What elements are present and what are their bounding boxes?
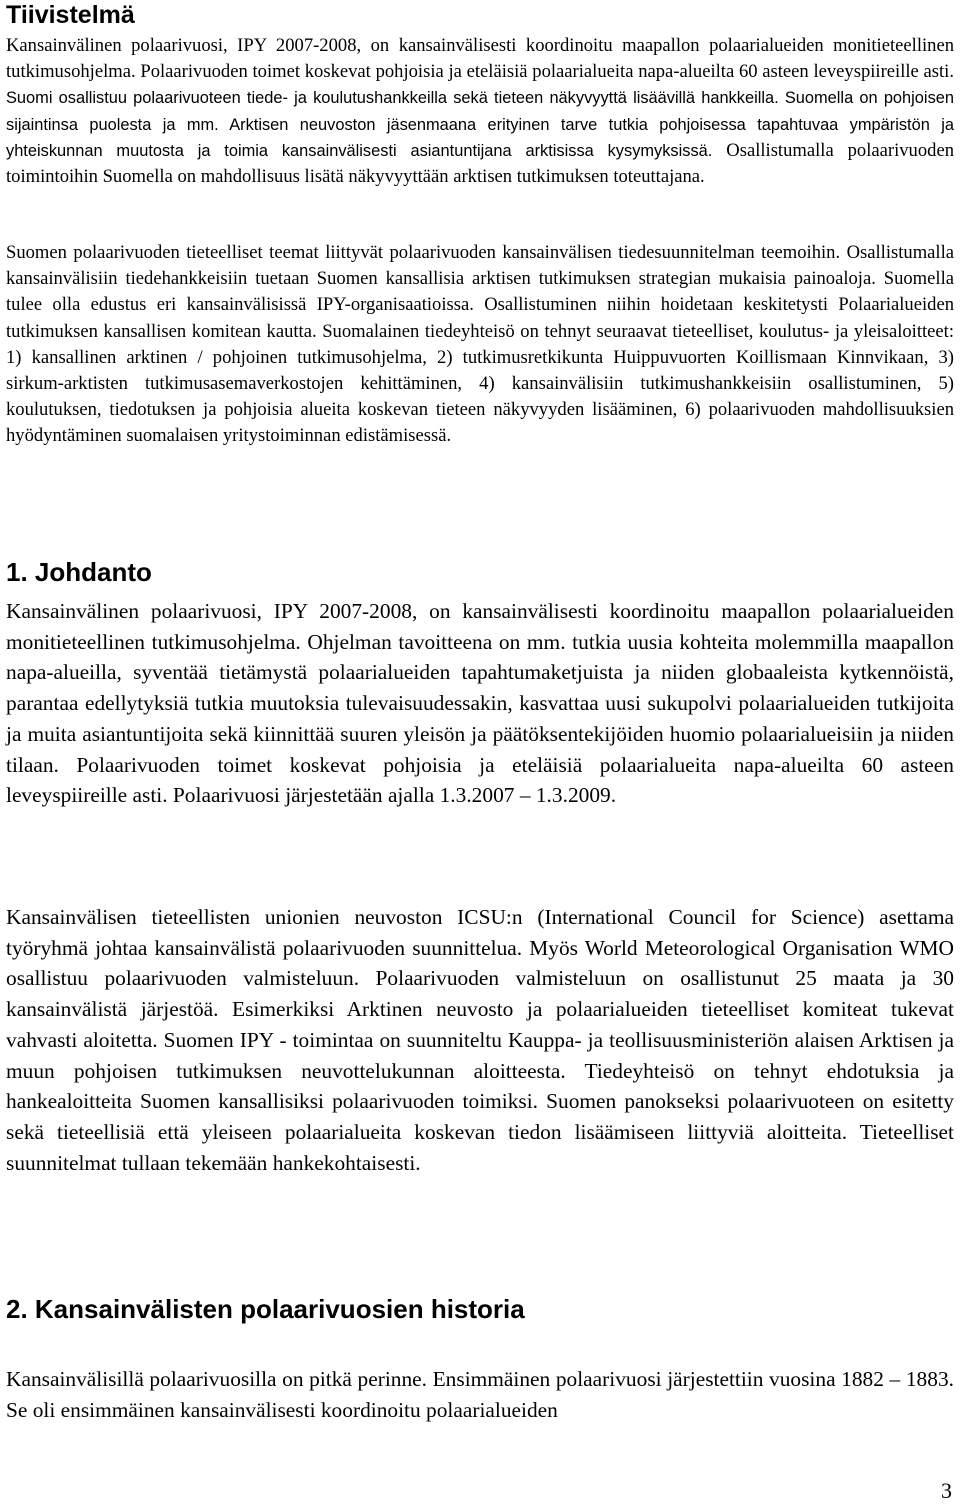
section-1-heading: 1. Johdanto — [6, 557, 152, 587]
page-number: 3 — [941, 1478, 952, 1503]
abstract-p1-serif: Kansainvälinen polaarivuosi, IPY 2007-2008, on kansainvälisesti koordinoitu maapallon polaarialueiden monitieteellinen tutkimusohjelma. Polaarivuoden toimet koskevat pohjoisia ja eteläisiä polaarialueita napa-alueilta 60 asteen leveyspiireille asti. — [6, 35, 954, 83]
abstract-p1-sans: Suomi osallistuu polaarivuoteen tiede- ja koulutushankkeilla sekä tieteen näkyvyyttä lisäävillä hankkeilla. Suomella on pohjoisen sijaintinsa puolesta ja mm. Arktisen neuvoston jäsenmaana erityinen tarve tutkia pohjoisessa tapahtuvaa ympäristön ja yhteiskunnan muutosta ja toimia kansainvälisesti asiantuntijana arktisissa kysymyksissä. — [6, 89, 954, 160]
abstract-heading: Tiivistelmä — [6, 1, 135, 29]
section-2-heading: 2. Kansainvälisten polaarivuosien historia — [6, 1294, 525, 1324]
abstract-paragraph-1 — [6, 33, 954, 190]
abstract-p1-end: Osallistumalla polaarivuoden toimintoihin Suomella on mahdollisuus lisätä näkyvyyttään arktisen tutkimuksen toteuttajana. — [6, 139, 954, 188]
section-1-paragraph-1: Kansainvälinen polaarivuosi, IPY 2007-2008, on kansainvälisesti koordinoitu maapallon polaarialueiden monitieteellinen tutkimusohjelma. Ohjelman tavoitteena on mm. tutkia uusia kohteita molemmilla maapallon napa-alueilla, syventää tietämystä polaarialueiden tapahtumaketjuista ja niiden globaaleista kytkennöistä, parantaa edellytyksiä tutkia muutoksia tulevaisuudessakin, kasvattaa uusi sukupolvi polaarialueiden tutkijoita ja muita asiantuntijoita sekä kiinnittää suuren yleisön ja päätöksentekijöiden huomio polaarialueisiin ja niiden tilaan. Polaarivuoden toimet koskevat pohjoisia ja eteläisiä polaarialueita napa-alueilta 60 asteen leveyspiireille asti. Polaarivuosi järjestetään ajalla 1.3.2007 – 1.3.2009. — [6, 599, 954, 808]
section-2-paragraph-1: Kansainvälisillä polaarivuosilla on pitkä perinne. Ensimmäinen polaarivuosi järjestettiin vuosina 1882 – 1883. Se oli ensimmäinen kansainvälisesti koordinoitu polaarialueiden — [6, 1367, 954, 1422]
abstract-paragraph-2: Suomen polaarivuoden tieteelliset teemat liittyvät polaarivuoden kansainvälisen tiedesuunnitelman teemoihin. Osallistumalla kansainvälisiin tiedehankkeisiin tuetaan Suomen kansallisia arktisen tutkimuksen strategian mukaisia painoaloja. Suomella tulee olla edustus eri kansainvälisissä IPY-organisaatioissa. Osallistuminen niihin hoidetaan keskitetysti Polaarialueiden tutkimuksen kansallisen komitean kautta. Suomalainen tiedeyhteisö on tehnyt seuraavat tieteelliset, koulutus- ja yleisaloitteet: 1) kansallinen arktinen / pohjoinen tutkimusohjelma, 2) tutkimusretkikunta Huippuvuorten Koillismaan Kinnvikaan, 3) sirkum-arktisten tutkimusasemaverkostojen kehittäminen, 4) kansainvälisiin tutkimushankkeisiin osallistuminen, 5) koulutuksen, tiedotuksen ja pohjoisia alueita koskevan tieteen näkyvyyden lisääminen, 6) polaarivuoden mahdollisuuksien hyödyntäminen suomalaisen yritystoiminnan edistämisessä. — [6, 242, 954, 447]
section-1-paragraph-2: Kansainvälisen tieteellisten unionien neuvoston ICSU:n (International Council for Science) asettama työryhmä johtaa kansainvälistä polaarivuoden suunnittelua. Myös World Meteorological Organisation WMO osallistuu polaarivuoden valmisteluun. Polaarivuoden valmisteluun on osallistunut 25 maata ja 30 kansainvälistä järjestöä. Esimerkiksi Arktinen neuvosto ja polaarialueiden tieteelliset komiteat tukevat vahvasti aloitetta. Suomen IPY - toimintaa on suunniteltu Kauppa- ja teollisuusministeriön alaisen Arktisen ja muun pohjoisen tutkimuksen neuvottelukunnan aloitteesta. Tiedeyhteisö on tehnyt ehdotuksia ja hankealoitteita Suomen kansallisiksi polaarivuoden toimiksi. Suomen panokseksi polaarivuoteen on esitetty sekä tieteellisiä että yleiseen polaarialueita koskevan tiedon lisäämiseen liittyviä aloitteita. Tieteelliset suunnitelmat tullaan tekemään hankekohtaisesti. — [6, 905, 954, 1175]
